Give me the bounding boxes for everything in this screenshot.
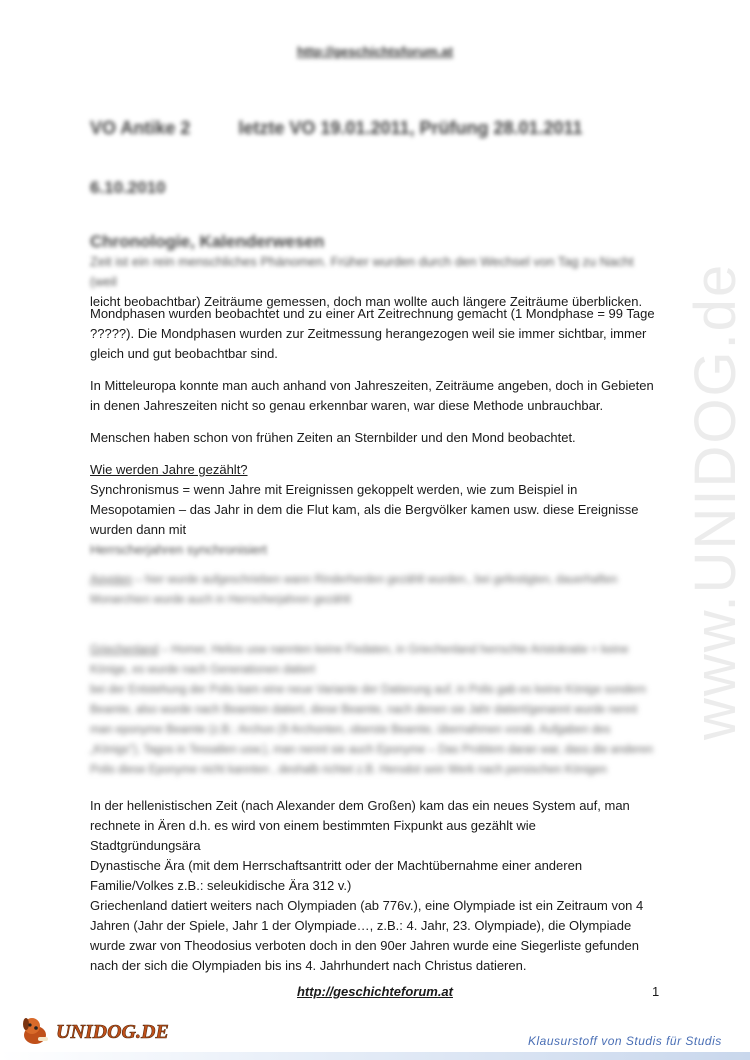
griechenland-text: – Homer, Helios usw nannten keine Fixdaten, in Griechenland herrschte Aristokratie = keine Könige, es wurde nach Generationen datiert <box>90 644 629 676</box>
griechenland-text-2: bei der Entstehung der Polis kam eine neue Variante der Datierung auf, in Polis gab es keine Könige sondern Beamte, also wurde nach Beamten datiert, diese Beamte, nach denen sie Jahr datiert/genannt wurde nennt man eponyme Beamte (z.B.: Archon (9 Archonten, oberste Beamte, übernahmen vorab. Aufgaben des „Königs"), Tagos in Tessalien usw.), man nennt sie auch Eponyme – Das Problem daran war, dass die anderen Polis diese Eponyme nicht kannten , deshalb richtet z.B. Herodot sein Werk nach persischen Königen <box>90 684 654 776</box>
stadtgruendungsaera: Stadtgründungsära <box>90 838 201 853</box>
synchronismus-text: Synchronismus = wenn Jahre mit Ereignissen gekoppelt werden, wie zum Beispiel in Mesopotamien – das Jahr in dem die Flut kam, als die Bergvölker kamen usw. diese Ereignisse wurden dann mit <box>90 482 639 537</box>
subheading-jahre: Wie werden Jahre gezählt? <box>90 462 248 477</box>
page-number: 1 <box>652 984 660 999</box>
hellenismus-text: In der hellenistischen Zeit (nach Alexander dem Großen) kam das ein neues System auf, man rechnete in Ären d.h. es wird von einem bestimmten Fixpunkt aus gezählt wie <box>90 798 630 833</box>
logo-text: UNIDOG.DE <box>56 1020 169 1043</box>
bottom-bar <box>0 1052 750 1060</box>
intro-line-2: leicht beobachtbar) Zeiträume gemessen, doch man wollte auch längere Zeiträume überblicken. <box>90 294 643 309</box>
course-name: VO Antike 2 <box>90 118 191 138</box>
olympiaden-text: Griechenland datiert weiters nach Olympiaden (ab 776v.), eine Olympiade ist ein Zeitraum von 4 Jahren (Jahr der Spiele, Jahr 1 der Olympiade…, z.B.: 4. Jahr, 23. Olympiade), die Olympiade wurde zwar von Theodosius verboten doch in den 90er Jahren wurde eine Siegerliste gefunden nach der sich die Olympiaden bis ins 4. Jahrhundert nach Christus datieren. <box>90 898 644 973</box>
paragraph-aegypten <box>90 570 660 610</box>
paragraph-mondphasen: Mondphasen wurden beobachtet und zu einer Art Zeitrechnung gemacht (1 Mondphase = 99 Tage ?????). Die Mondphasen wurden zur Zeitmessung herangezogen weil sie immer sichtbar, immer gleich und gut beobachtbar sind. <box>90 306 655 361</box>
paragraph-synchronismus <box>90 480 660 560</box>
aegypten-label: Ägypten <box>90 574 133 586</box>
footer-url[interactable]: http://geschichteforum.at <box>296 984 453 999</box>
lecture-date: 6.10.2010 <box>90 178 166 197</box>
header-url[interactable]: http://geschichtsforum.at <box>296 44 453 59</box>
griechenland-label: Griechenland <box>90 644 159 656</box>
intro-paragraph <box>90 252 660 312</box>
document-title <box>90 118 583 139</box>
unidog-logo[interactable] <box>18 1012 178 1052</box>
exam-info: letzte VO 19.01.2011, Prüfung 28.01.2011 <box>238 118 583 138</box>
paragraph-hellenismus <box>90 796 660 976</box>
paragraph-jahreszeiten: In Mitteleuropa konnte man auch anhand von Jahreszeiten, Zeiträume angeben, doch in Gebieten in denen Jahreszeiten nicht so genau erkennbar waren, war diese Methode unbrauchbar. <box>90 378 654 413</box>
watermark: www.UNIDOG.de <box>683 262 748 740</box>
intro-line-1: Zeit ist ein rein menschliches Phänomen. Früher wurden durch den Wechsel von Tag zu Nacht (weil <box>90 254 634 289</box>
tagline: Klausurstoff von Studis für Studis <box>528 1034 722 1048</box>
section-title: Chronologie, Kalenderwesen <box>90 232 325 251</box>
paragraph-sternbilder: Menschen haben schon von frühen Zeiten an Sternbilder und den Mond beobachtet. <box>90 430 576 445</box>
dynastische-aera: Dynastische Ära (mit dem Herrschaftsantritt oder der Machtübernahme einer anderen Familie/Volkes z.B.: seleukidische Ära 312 v.) <box>90 858 583 893</box>
synchronismus-last-line: Herrscherjahren synchronisiert <box>90 542 268 557</box>
aegypten-text: – hier wurde aufgeschrieben wann Rinderherden gezählt wurden., bei gefestigten, dauerhaften Monarchien wurde auch in Herrscherjahren gezählt <box>90 574 618 606</box>
dog-icon <box>18 1013 52 1052</box>
paragraph-griechenland <box>90 640 660 780</box>
